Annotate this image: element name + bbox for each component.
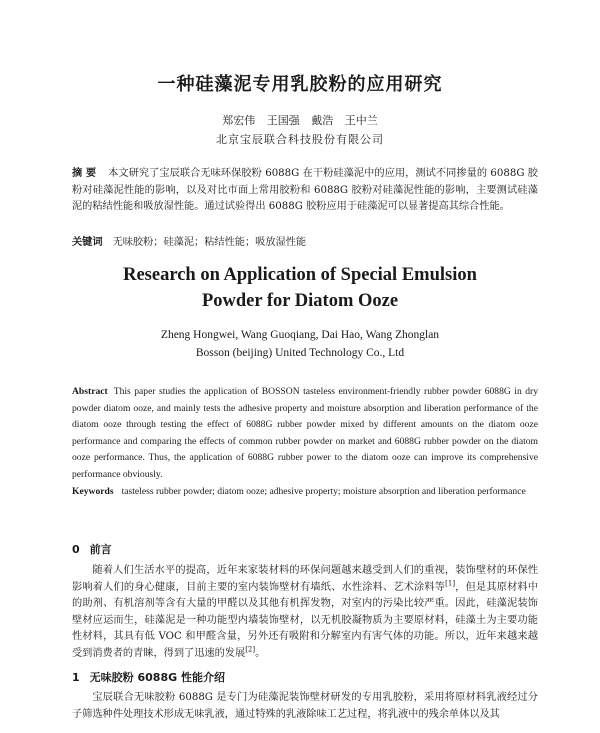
- section-0-text-b: ，但是其原材料中的助剂、有机溶剂等含有大量的甲醛以及其他有机挥发物，对室内的污染比较严重。因此，硅藻泥装饰壁材应运而生，硅藻泥是一种功能型内墙装饰壁材，以无机胶凝物质为主要原材料，硅藻土为主要功能性材料，其具有低 VOC 和甲醛含量，另外还有吸附和分解室内有害气体的功能。所以，近年来越来越受到消费者的青睐，得到了迅速的发展: [72, 581, 539, 659]
- section-0-text-c: 。: [255, 647, 266, 659]
- affiliation-cn: 北京宝辰联合科技股份有限公司: [216, 133, 384, 146]
- affiliation-en: Bosson (beijing) United Technology Co., Ltd: [195, 347, 405, 359]
- keywords-cn-label: 关键词: [72, 237, 103, 248]
- section-0-text-a: 随着人们生活水平的提高，近年来家装材料的环保问题越来越受到人们的重视，装饰壁材的环保性影响着人们的身心健康，目前主要的室内装饰壁材有墙纸、水性涂料、艺术涂料等: [72, 565, 538, 593]
- keywords-en: [72, 484, 538, 501]
- citation-1: [1]: [445, 579, 456, 588]
- authors-cn: 郑宏伟 王国强 戴浩 王中兰: [222, 114, 378, 127]
- abstract-cn: [72, 166, 538, 216]
- section-1-body: 宝辰联合无味胶粉 6088G 是专门为硅藻泥装饰壁材研发的专用乳胶粉，采用将原材料乳液经过分子筛选种件处理技术形成无味乳液，通过特殊的乳液除味工艺过程，将乳液中的残余单体以及其: [72, 692, 538, 720]
- keywords-en-text: tasteless rubber powder; diatom ooze; adhesive property; moisture absorption and liberation performance: [121, 486, 526, 497]
- authors-en: Zheng Hongwei, Wang Guoqiang, Dai Hao, Wang Zhonglan: [160, 329, 440, 341]
- section-1-number: 1: [72, 671, 80, 684]
- abstract-en-text: This paper studies the application of BOSSON tasteless environment-friendly rubber powder 6088G in dry powder diatom ooze, and mainly tests the adhesive property and moisture absorption and liberation performance of the diatom ooze through testing the effect of 6088G rubber powder mixed by different amounts on the diatom ooze performance and comparing the effects of common rubber powder on market and 6088G rubber powder on the diatom ooze performance. Thus, the application of 6088G rubber power to the diatom ooze can improve its comprehensive performance obviously.: [72, 386, 538, 480]
- section-0-body: [72, 563, 538, 663]
- title-en-line2: Powder for Diatom Ooze: [201, 291, 399, 311]
- abstract-cn-label: 摘 要: [72, 168, 97, 179]
- abstract-en: [72, 384, 538, 484]
- section-1-heading: [72, 669, 225, 685]
- keywords-en-label: Keywords: [72, 486, 114, 497]
- section-0-title: 前言: [89, 543, 112, 556]
- section-0-heading: [72, 541, 112, 557]
- keywords-cn: [72, 233, 538, 248]
- abstract-cn-text: 本文研究了宝辰联合无味环保胶粉 6088G 在干粉硅藻泥中的应用，测试不同掺量的 6088G 胶粉对硅藻泥性能的影响，以及对比市面上常用胶粉和 6088G 胶粉对硅藻泥性能的影响，主要测试硅藻泥的粘结性能和吸放湿性能。通过试验得出 6088G 胶粉应用于硅藻泥可以显著提高其综合性能。: [72, 168, 538, 213]
- citation-2: [2]: [245, 645, 256, 654]
- abstract-en-label: Abstract: [72, 386, 108, 397]
- title-en-line1: Research on Application of Special Emulsion: [123, 265, 477, 285]
- section-0-number: 0: [72, 543, 80, 556]
- section-1-title: 无味胶粉 6088G 性能介绍: [89, 671, 225, 684]
- title-cn: 一种硅藻泥专用乳胶粉的应用研究: [157, 74, 443, 95]
- title-en: [0, 262, 600, 314]
- keywords-cn-text: 无味胶粉；硅藻泥；粘结性能；吸放湿性能: [112, 237, 307, 248]
